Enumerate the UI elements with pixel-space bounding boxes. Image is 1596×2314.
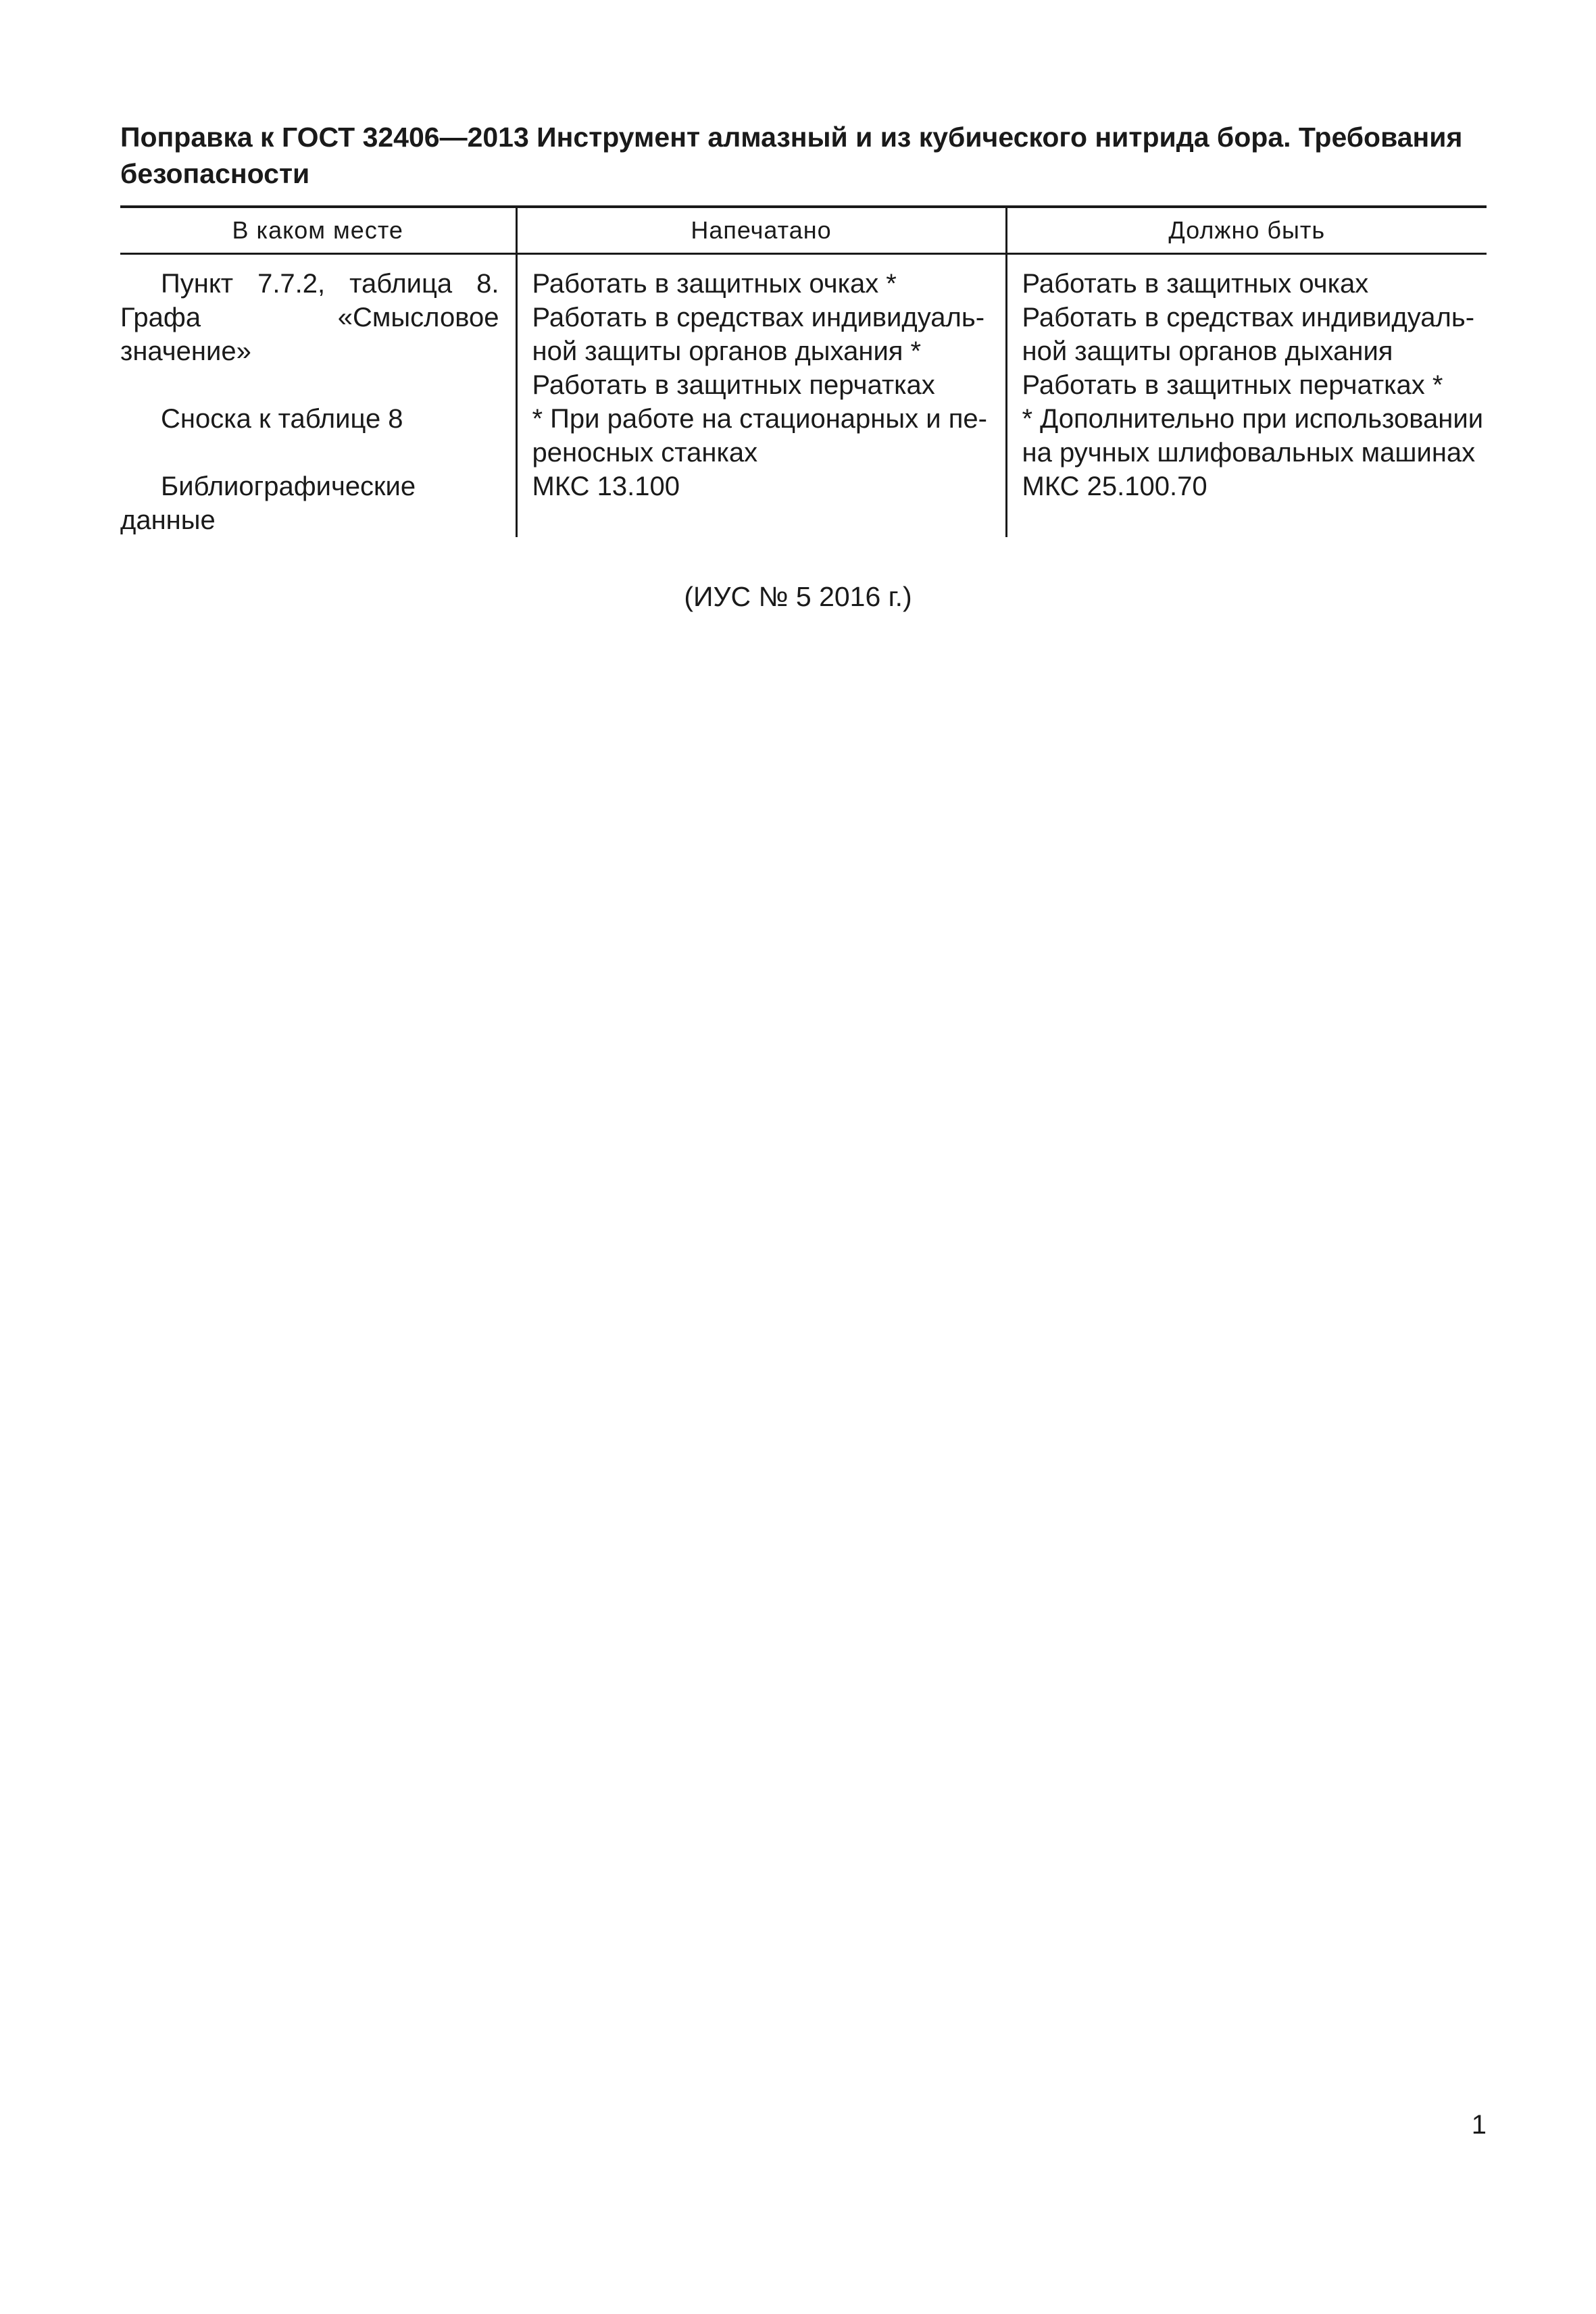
cell-line: МКС 25.100.70 bbox=[1022, 472, 1207, 501]
cell-place: Пункт 7.7.2, таблица 8. Графа «Смысловое значение» bbox=[120, 269, 499, 366]
table-header-row bbox=[120, 207, 1487, 254]
cell-line: Работать в защитных перчатках * bbox=[1022, 370, 1443, 400]
column-header-place: В каком месте bbox=[232, 216, 403, 244]
cell-line: ной защиты органов дыхания bbox=[1022, 336, 1393, 366]
cell-line: * Дополнительно при использовании bbox=[1022, 404, 1484, 434]
amendment-table-wrapper bbox=[120, 205, 1487, 537]
cell-printed bbox=[516, 254, 1006, 403]
ius-reference: (ИУС № 5 2016 г.) bbox=[684, 581, 912, 612]
cell-line: Работать в средствах индивидуаль- bbox=[1022, 303, 1475, 332]
cell-place: Библиографические данные bbox=[120, 472, 416, 535]
cell-line: Работать в защитных очках bbox=[1022, 269, 1369, 299]
cell-line: МКС 13.100 bbox=[532, 472, 680, 501]
cell-should-be bbox=[1006, 470, 1487, 537]
column-header-should-be: Должно быть bbox=[1006, 207, 1487, 254]
cell-line: Работать в средствах индивидуаль- bbox=[532, 303, 985, 332]
cell-line: реносных станках bbox=[532, 438, 758, 468]
column-header-printed: Напечатано bbox=[516, 207, 1006, 254]
cell-printed bbox=[516, 470, 1006, 537]
cell-printed bbox=[516, 402, 1006, 470]
cell-should-be bbox=[1006, 402, 1487, 470]
cell-line: ной защиты органов дыхания * bbox=[532, 336, 922, 366]
page-number: 1 bbox=[1471, 2110, 1487, 2140]
cell-line: на ручных шлифовальных машинах bbox=[1022, 438, 1476, 468]
cell-line: Работать в защитных очках * bbox=[532, 269, 897, 299]
document-title: Поправка к ГОСТ 32406—2013 Инструмент алмазный и из кубического нитрида бора. Требования безопасности bbox=[120, 122, 1463, 189]
amendment-table bbox=[120, 205, 1487, 537]
table-row bbox=[120, 402, 1487, 470]
cell-line: Работать в защитных перчатках bbox=[532, 370, 935, 400]
cell-line: * При работе на стационарных и пе- bbox=[532, 404, 987, 434]
table-row bbox=[120, 470, 1487, 537]
cell-place: Сноска к таблице 8 bbox=[161, 404, 403, 434]
table-row bbox=[120, 254, 1487, 403]
cell-should-be bbox=[1006, 254, 1487, 403]
